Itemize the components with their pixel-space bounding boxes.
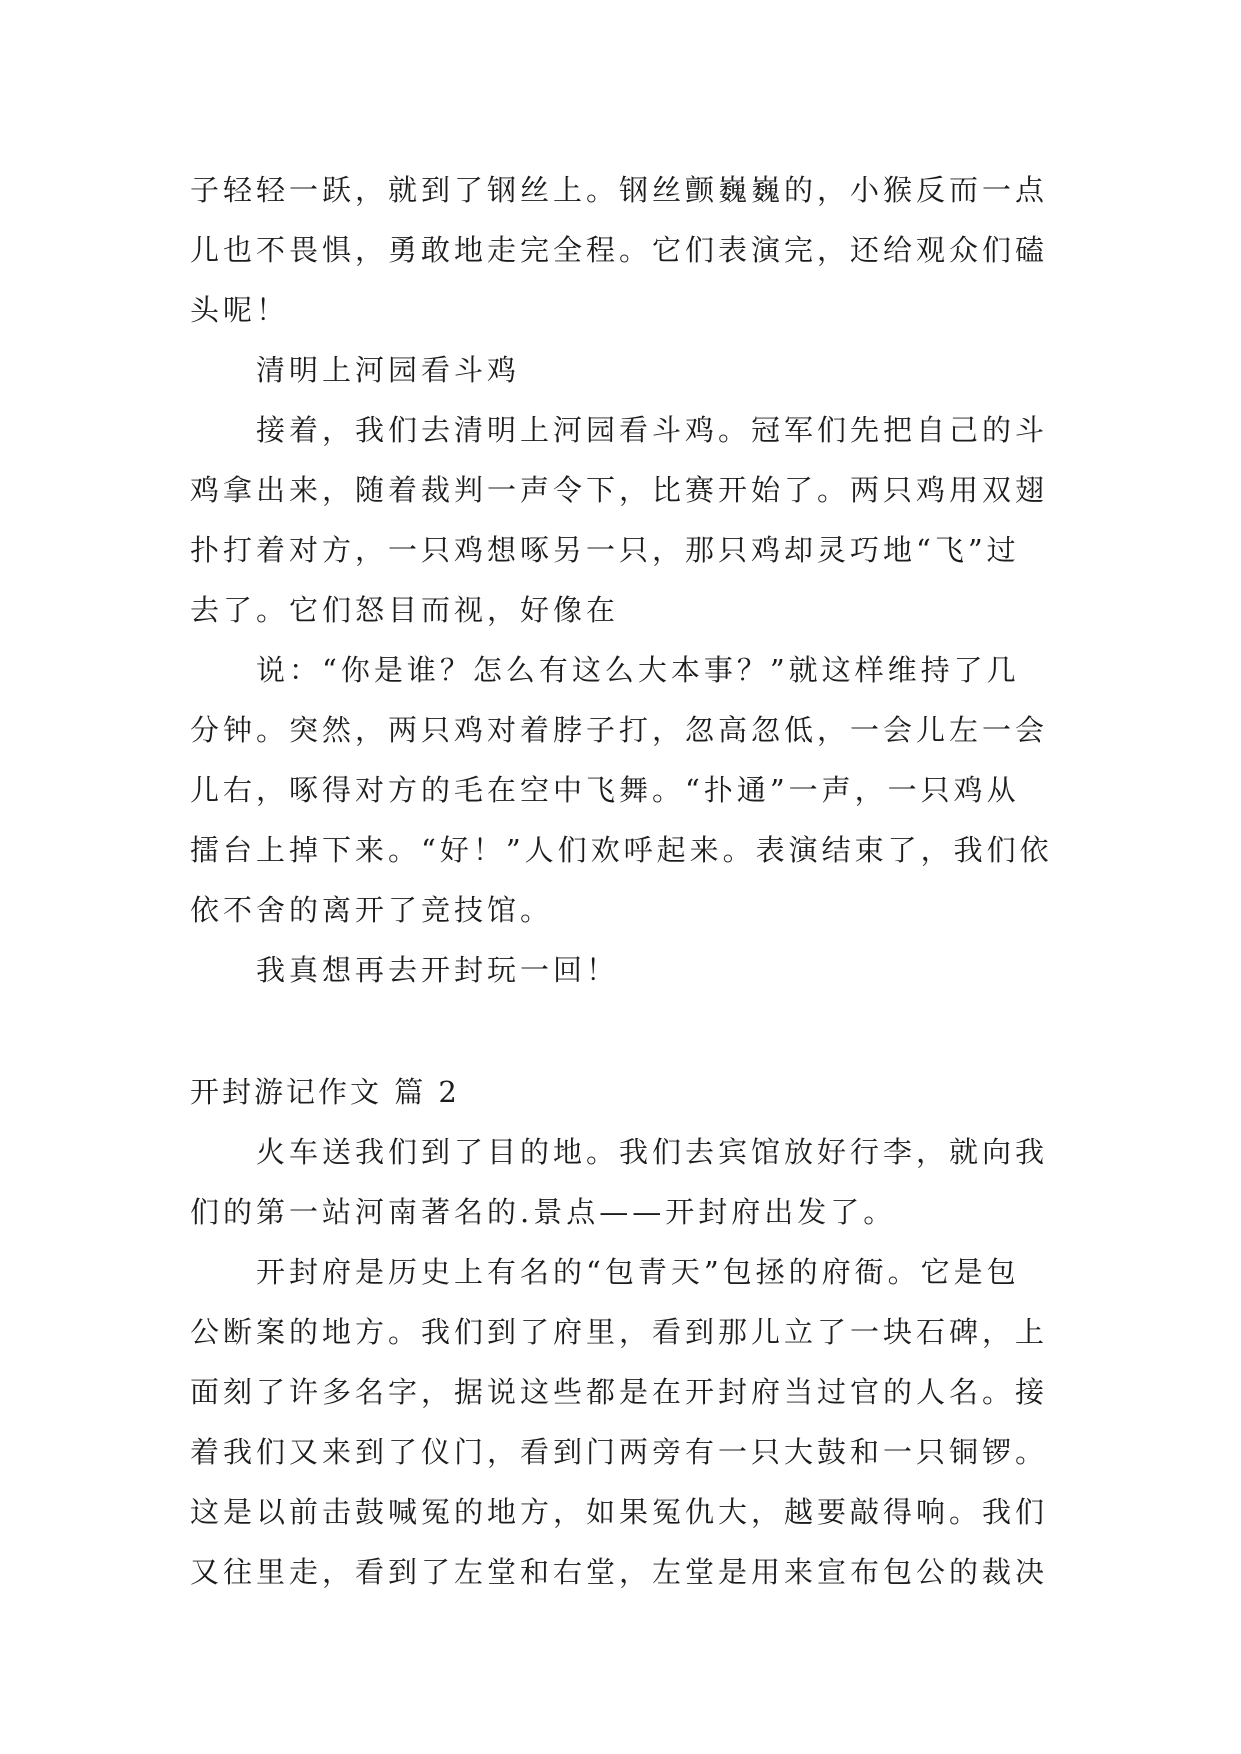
text-line: 儿也不畏惧，勇敢地走完全程。它们表演完，还给观众们磕 bbox=[190, 233, 1049, 267]
text-line: 鸡拿出来，随着裁判一声令下，比赛开始了。两只鸡用双翅 bbox=[190, 473, 1049, 507]
paragraph-start: 火车送我们到了目的地。我们去宾馆放好行李，就向我 bbox=[256, 1135, 1049, 1169]
paragraph-start: 开封府是历史上有名的“包青天”包拯的府衙。它是包 bbox=[256, 1255, 1020, 1289]
text-line: 又往里走，看到了左堂和右堂，左堂是用来宣布包公的裁决 bbox=[190, 1555, 1049, 1589]
paragraph-start: 接着，我们去清明上河园看斗鸡。冠军们先把自己的斗 bbox=[256, 413, 1049, 447]
text-line: 这是以前击鼓喊冤的地方，如果冤仇大，越要敲得响。我们 bbox=[190, 1495, 1049, 1529]
text-line: 着我们又来到了仪门，看到门两旁有一只大鼓和一只铜锣。 bbox=[190, 1435, 1049, 1469]
text-line: 面刻了许多名字，据说这些都是在开封府当过官的人名。接 bbox=[190, 1375, 1049, 1409]
text-line: 擂台上掉下来。“好！”人们欢呼起来。表演结束了，我们依 bbox=[190, 833, 1053, 867]
text-line: 们的第一站河南著名的.景点——开封府出发了。 bbox=[190, 1195, 897, 1229]
text-line: 扑打着对方，一只鸡想啄另一只，那只鸡却灵巧地“飞”过 bbox=[190, 533, 1020, 567]
article-heading: 开封游记作文 篇 2 bbox=[190, 1075, 460, 1109]
text-line: 分钟。突然，两只鸡对着脖子打，忽高忽低，一会儿左一会 bbox=[190, 713, 1049, 747]
text-line: 子轻轻一跃，就到了钢丝上。钢丝颤巍巍的，小猴反而一点 bbox=[190, 173, 1049, 207]
closing-line: 我真想再去开封玩一回！ bbox=[256, 953, 620, 987]
paragraph-gap bbox=[190, 1000, 1060, 1062]
text-line: 公断案的地方。我们到了府里，看到那儿立了一块石碑，上 bbox=[190, 1315, 1049, 1349]
article-body bbox=[190, 160, 1060, 1602]
paragraph-start: 说：“你是谁？怎么有这么大本事？”就这样维持了几 bbox=[256, 653, 1020, 687]
text-line: 头呢！ bbox=[190, 293, 290, 327]
text-line: 儿右，啄得对方的毛在空中飞舞。“扑通”一声，一只鸡从 bbox=[190, 773, 1020, 807]
section-title: 清明上河园看斗鸡 bbox=[256, 353, 521, 387]
text-line: 去了。它们怒目而视，好像在 bbox=[190, 593, 620, 627]
text-line: 依不舍的离开了竞技馆。 bbox=[190, 893, 554, 927]
